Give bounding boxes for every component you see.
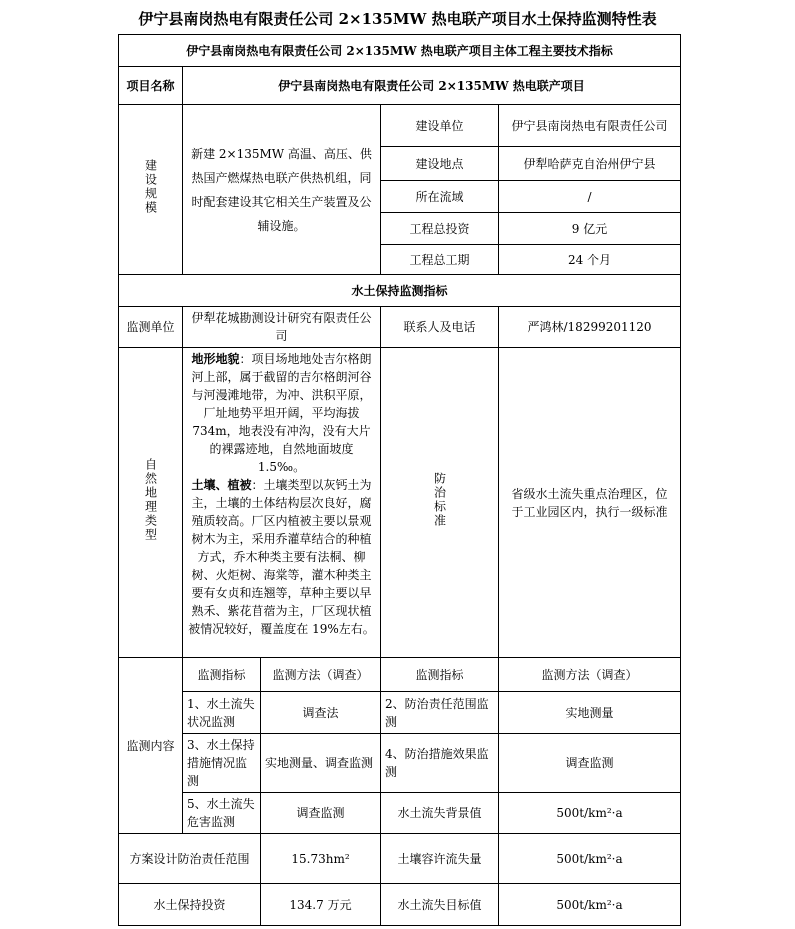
scale-key: 工程总工期 (381, 245, 499, 275)
content-row-2 (119, 734, 681, 793)
content-header-index: 监测指标 (183, 658, 261, 692)
scale-value: 9 亿元 (499, 213, 681, 245)
content-header-row (119, 658, 681, 692)
project-name-row (119, 67, 681, 105)
content-header-index-2: 监测指标 (381, 658, 499, 692)
nature-label-cell (119, 348, 183, 658)
content-row-1 (119, 692, 681, 734)
content-method-2: 调查监测 (499, 734, 681, 793)
content-index: 3、水土保持措施情况监测 (183, 734, 261, 793)
nature-row (119, 348, 681, 658)
content-index-2: 2、防治责任范围监测 (381, 692, 499, 734)
scale-label: 建设规模 (143, 159, 158, 215)
scale-label-cell (119, 105, 183, 275)
bottom-key: 水土保持投资 (119, 884, 261, 926)
terrain-keyword: 地形地貌 (191, 352, 240, 366)
nature-label: 自然地理类型 (143, 458, 158, 542)
section-monitor-heading: 水土保持监测指标 (119, 275, 681, 307)
scale-value: / (499, 181, 681, 213)
section-monitor-row (119, 275, 681, 307)
content-method-2: 实地测量 (499, 692, 681, 734)
nature-description (183, 348, 381, 658)
monitor-unit-row (119, 307, 681, 348)
scale-value: 伊宁县南岗热电有限责任公司 (499, 105, 681, 147)
project-name-label: 项目名称 (119, 67, 183, 105)
project-name-value: 伊宁县南岗热电有限责任公司 2×135MW 热电联产项目 (183, 67, 681, 105)
content-method: 实地测量、调查监测 (261, 734, 381, 793)
scale-key: 工程总投资 (381, 213, 499, 245)
content-index: 1、水土流失状况监测 (183, 692, 261, 734)
section-main-heading: 伊宁县南岗热电有限责任公司 2×135MW 热电联产项目主体工程主要技术指标 (119, 35, 681, 67)
content-method: 调查法 (261, 692, 381, 734)
bottom-row-2 (119, 884, 681, 926)
section-main-row (119, 35, 681, 67)
scale-value: 24 个月 (499, 245, 681, 275)
contact-value: 严鸿林/18299201120 (499, 307, 681, 348)
content-index-2: 4、防治措施效果监测 (381, 734, 499, 793)
bottom-value: 15.73hm² (261, 834, 381, 884)
content-row-3 (119, 793, 681, 834)
soil-text: ：土壤类型以灰钙土为主，土壤的土体结构层次良好，腐殖质较高。厂区内植被主要以景观树木为主，采用乔灌草结合的种植方式，乔木种类主要有法桐、柳树、火炬树、海棠等，灌木种类主要有女贞和连翘等，草种主要以早熟禾、紫花苜蓿为主，厂区现状植被情况较好，覆盖度在 19%左右。 (188, 478, 375, 636)
contact-label: 联系人及电话 (381, 307, 499, 348)
bottom-value: 134.7 万元 (261, 884, 381, 926)
terrain-text: ：项目场地地处吉尔格朗河上部，属于截留的吉尔格朗河谷与河漫滩地带，为冲、洪积平原，厂址地势平坦开阔，平均海拔 734m，地表没有冲沟，没有大片的裸露迹地，自然地面坡度 1.5‰。 (191, 352, 372, 474)
standard-value: 省级水土流失重点治理区，位于工业园区内，执行一级标准 (499, 348, 681, 658)
scale-description: 新建 2×135MW 高温、高压、供热国产燃煤热电联产供热机组，同时配套建设其它相关生产装置及公辅设施。 (183, 105, 381, 275)
content-index: 5、水土流失危害监测 (183, 793, 261, 834)
standard-label-cell (381, 348, 499, 658)
standard-label: 防治标准 (432, 472, 447, 528)
scale-value: 伊犁哈萨克自治州伊宁县 (499, 147, 681, 181)
scale-key: 建设单位 (381, 105, 499, 147)
content-index-2: 水土流失背景值 (381, 793, 499, 834)
soil-keyword: 土壤、植被 (191, 478, 252, 492)
scale-key: 所在流域 (381, 181, 499, 213)
monitor-unit-value: 伊犁花城勘测设计研究有限责任公司 (183, 307, 381, 348)
content-method: 调查监测 (261, 793, 381, 834)
bottom-key-2: 土壤容许流失量 (381, 834, 499, 884)
document-title: 伊宁县南岗热电有限责任公司 2×135MW 热电联产项目水土保持监测特性表 (138, 10, 657, 28)
content-header-method-2: 监测方法（调查） (499, 658, 681, 692)
scale-row-1 (119, 105, 681, 147)
scale-key: 建设地点 (381, 147, 499, 181)
spec-table (118, 34, 681, 926)
bottom-value-2: 500t/km²·a (499, 884, 681, 926)
bottom-value-2: 500t/km²·a (499, 834, 681, 884)
content-header-method: 监测方法（调查） (261, 658, 381, 692)
bottom-row-1 (119, 834, 681, 884)
bottom-key: 方案设计防治责任范围 (119, 834, 261, 884)
monitor-unit-label: 监测单位 (119, 307, 183, 348)
bottom-key-2: 水土流失目标值 (381, 884, 499, 926)
content-method-2: 500t/km²·a (499, 793, 681, 834)
content-label: 监测内容 (119, 658, 183, 834)
